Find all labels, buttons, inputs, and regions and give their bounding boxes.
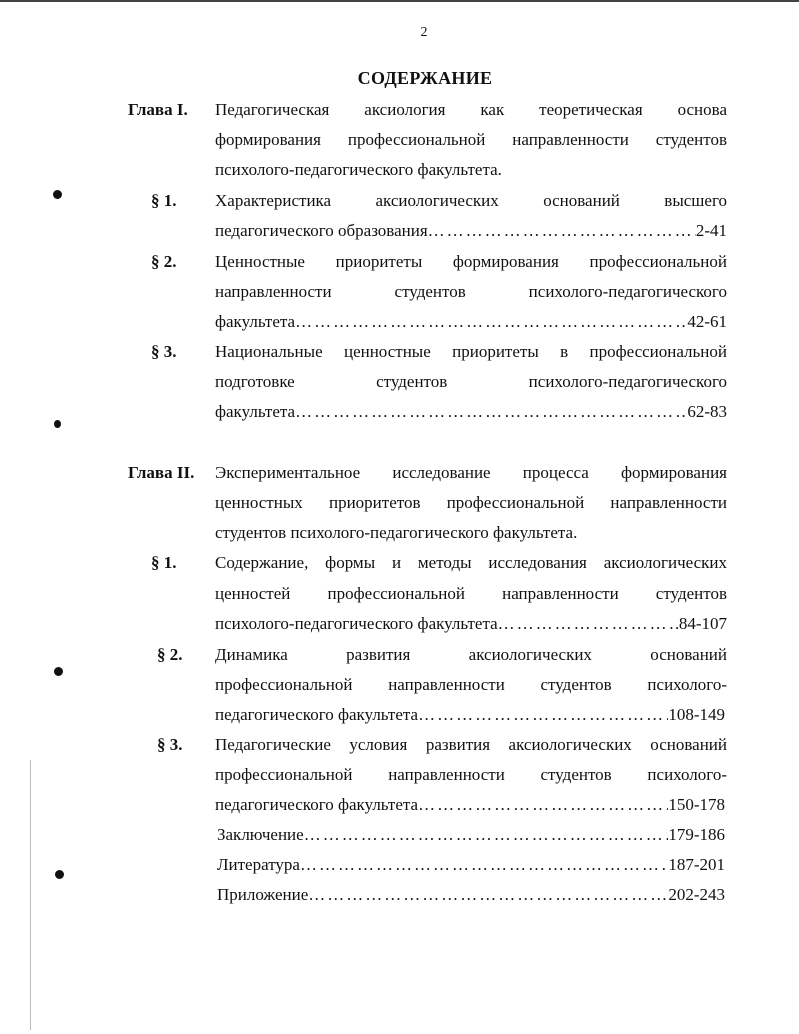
dot-leader [428, 220, 696, 242]
section-label: § 1. [151, 191, 177, 210]
scan-punch-mark [54, 667, 63, 676]
section-label: § 3. [157, 735, 183, 754]
toc-entry-leader-line [215, 401, 727, 423]
toc-entry-text: Заключение [217, 825, 304, 844]
toc-entry-leader-line [217, 824, 725, 846]
dot-leader [498, 613, 679, 635]
toc-entry-line: Экспериментальное исследование процесса формирования [215, 463, 727, 482]
page-number: 2 [420, 25, 428, 40]
page-range: 202-243 [668, 885, 725, 904]
section-label: § 2. [151, 252, 177, 271]
dot-leader [308, 884, 668, 906]
dot-leader [295, 401, 687, 423]
page-range: 84-107 [678, 614, 727, 633]
scan-edge-line [30, 760, 31, 1030]
scan-punch-mark [54, 420, 61, 428]
toc-entry-leader-line [215, 613, 727, 635]
page-range: 108-149 [668, 705, 725, 724]
page-range: 42-61 [687, 312, 727, 331]
toc-entry-line: направленности студентов психолого-педагогического [215, 282, 727, 301]
scan-punch-mark [53, 190, 62, 199]
toc-entry-text: педагогического факультета [215, 705, 419, 724]
dot-leader [418, 794, 668, 816]
toc-entry-leader-line [215, 704, 725, 726]
toc-entry-line: студентов психолого-педагогического факультета. [215, 523, 578, 542]
toc-entry-text: педагогического образования [215, 221, 428, 240]
toc-entry-text: психолого-педагогического факультета [215, 614, 498, 633]
toc-entry-leader-line [215, 311, 727, 333]
toc-entry-text: педагогического факультета [215, 795, 419, 814]
toc-entry-line: Педагогическая аксиология как теоретическая основа [215, 100, 727, 119]
page-title: СОДЕРЖАНИЕ [357, 68, 493, 88]
toc-entry-line: ценностей профессиональной направленности студентов [215, 584, 727, 603]
dot-leader [295, 311, 687, 333]
dot-leader [304, 824, 669, 846]
dot-leader [418, 704, 668, 726]
page-range: 187-201 [668, 855, 725, 874]
page-range: 2-41 [695, 221, 727, 240]
page-range: 150-178 [668, 795, 725, 814]
toc-entry-line: профессиональной направленности студентов психолого- [215, 765, 727, 784]
section-label: § 3. [151, 342, 177, 361]
toc-entry-line: Содержание, формы и методы исследования аксиологических [215, 553, 727, 572]
toc-entry-line: профессиональной направленности студентов психолого- [215, 675, 727, 694]
toc-entry-line: Характеристика аксиологических оснований высшего [215, 191, 727, 210]
toc-entry-leader-line [217, 884, 725, 906]
section-label: § 1. [151, 553, 177, 572]
toc-entry-line: Национальные ценностные приоритеты в профессиональной [215, 342, 727, 361]
toc-entry-line: психолого-педагогического факультета. [215, 160, 502, 179]
toc-entry-line: ценностных приоритетов профессиональной направленности [215, 493, 727, 512]
toc-entry-text: факультета [215, 312, 296, 331]
dot-leader [300, 854, 668, 876]
scan-punch-mark [55, 870, 64, 879]
toc-entry-line: Динамика развития аксиологических оснований [215, 645, 727, 664]
toc-entry-line: подготовке студентов психолого-педагогического [215, 372, 727, 391]
toc-entry-text: факультета [215, 402, 296, 421]
scan-top-border [0, 0, 799, 2]
chapter-label: Глава I. [128, 100, 188, 119]
toc-entry-line: Ценностные приоритеты формирования профессиональной [215, 252, 727, 271]
toc-entry-leader-line [215, 794, 725, 816]
toc-entry-leader-line [215, 220, 727, 242]
toc-entry-text: Литература [217, 855, 300, 874]
page-range: 62-83 [687, 402, 727, 421]
toc-entry-line: Педагогические условия развития аксиологических оснований [215, 735, 727, 754]
toc-entry-leader-line [217, 854, 725, 876]
section-label: § 2. [157, 645, 183, 664]
toc-entry-line: формирования профессиональной направленности студентов [215, 130, 727, 149]
page-range: 179-186 [668, 825, 725, 844]
chapter-label: Глава II. [128, 463, 195, 482]
toc-entry-text: Приложение [217, 885, 309, 904]
